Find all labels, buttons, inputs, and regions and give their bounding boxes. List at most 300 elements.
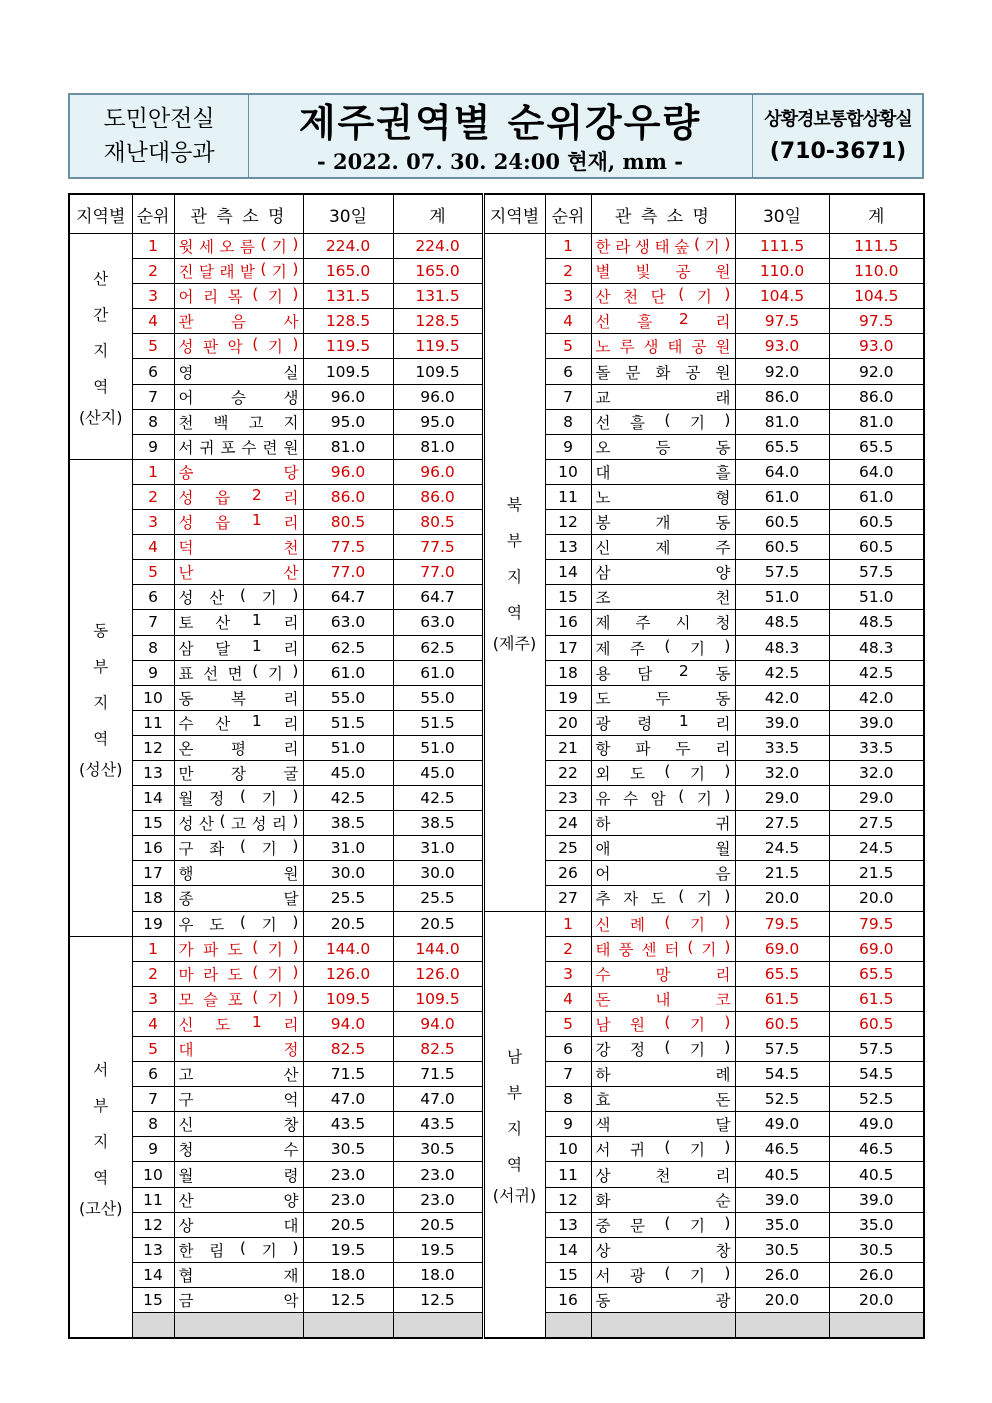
region-char: 부: [93, 1096, 109, 1115]
rank-cell: 3: [132, 986, 174, 1011]
rank-cell: 2: [545, 936, 591, 961]
station-name-cell: 수 산 1 리: [174, 710, 303, 735]
rank-cell: 4: [132, 1011, 174, 1036]
report-title: 제주권역별 순위강우량: [298, 101, 702, 145]
station-name-cell: 청 수: [174, 1137, 303, 1162]
station-name-cell: 만 장 굴: [174, 760, 303, 785]
rank-cell: 6: [545, 1037, 591, 1062]
rank-cell: 8: [132, 635, 174, 660]
rank-cell: 17: [132, 861, 174, 886]
rain-30day-cell: 77.0: [303, 560, 393, 585]
station-name-cell: 색 달: [591, 1112, 735, 1137]
rain-total-cell: 18.0: [393, 1262, 483, 1287]
rain-30day-cell: 64.7: [303, 585, 393, 610]
region-char: 북: [507, 496, 522, 515]
station-name-cell: 서 귀 포 수 련 원: [174, 434, 303, 459]
rank-cell: 14: [545, 1237, 591, 1262]
rain-30day-cell: 111.5: [735, 234, 829, 259]
rain-total-cell: 46.5: [829, 1137, 924, 1162]
rain-30day-cell: 65.5: [735, 961, 829, 986]
rain-30day-cell: 109.5: [303, 359, 393, 384]
rank-cell: 11: [545, 1162, 591, 1187]
station-name-cell: 상 천 리: [591, 1162, 735, 1187]
region-label: [483, 234, 545, 912]
rain-30day-cell: 109.5: [303, 986, 393, 1011]
rain-30day-cell: 80.5: [303, 510, 393, 535]
rain-total-cell: 12.5: [393, 1287, 483, 1312]
rain-30day-cell: 57.5: [735, 560, 829, 585]
station-name-cell: 태 풍 센 터 ( 기 ): [591, 936, 735, 961]
rain-30day-cell: 21.5: [735, 861, 829, 886]
rank-cell: 9: [545, 434, 591, 459]
rain-total-cell: 109.5: [393, 986, 483, 1011]
rank-cell: 26: [545, 861, 591, 886]
station-name-cell: 노 형: [591, 484, 735, 509]
rank-cell: 7: [132, 1087, 174, 1112]
station-name-cell: 토 산 1 리: [174, 610, 303, 635]
station-name-cell: 협 재: [174, 1262, 303, 1287]
rain-30day-cell: 49.0: [735, 1112, 829, 1137]
rank-cell: 25: [545, 836, 591, 861]
station-name-cell: 구 억: [174, 1087, 303, 1112]
rain-total-cell: 55.0: [393, 685, 483, 710]
rain-total-cell: 165.0: [393, 259, 483, 284]
rank-cell: 20: [545, 710, 591, 735]
rain-total-cell: 20.5: [393, 911, 483, 936]
rain-total-cell: 21.5: [829, 861, 924, 886]
rank-cell: 22: [545, 760, 591, 785]
table-row: [69, 234, 924, 259]
rain-total-cell: 126.0: [393, 961, 483, 986]
region-char: 동: [93, 621, 109, 640]
rain-30day-cell: 69.0: [735, 936, 829, 961]
department-name: 도민안전실: [103, 106, 215, 132]
rank-cell: 13: [132, 760, 174, 785]
rank-cell: 12: [545, 510, 591, 535]
rank-cell: 6: [132, 359, 174, 384]
rain-total-cell: 51.5: [393, 710, 483, 735]
rain-total-cell: 52.5: [829, 1087, 924, 1112]
region-char: 부: [507, 1084, 522, 1103]
station-name-cell: 용 담 2 동: [591, 660, 735, 685]
station-name-cell: 애 월: [591, 836, 735, 861]
station-name-cell: 마 라 도 ( 기 ): [174, 961, 303, 986]
rain-30day-cell: 55.0: [303, 685, 393, 710]
col-header-rank: 순위: [132, 194, 174, 234]
rain-total-cell: 39.0: [829, 710, 924, 735]
station-name-cell: 윗 세 오 름 ( 기 ): [174, 234, 303, 259]
rain-total-cell: 94.0: [393, 1011, 483, 1036]
region-sub: (서귀): [492, 1186, 537, 1206]
rank-cell: 3: [545, 961, 591, 986]
rain-total-cell: 71.5: [393, 1062, 483, 1087]
station-name-cell: 성 산 ( 기 ): [174, 585, 303, 610]
region-label: [69, 234, 132, 460]
rain-total-cell: 110.0: [829, 259, 924, 284]
rain-30day-cell: 97.5: [735, 309, 829, 334]
rain-total-cell: 43.5: [393, 1112, 483, 1137]
region-sub: (성산): [79, 759, 123, 779]
col-header-station: [174, 194, 303, 234]
rain-total-cell: 48.3: [829, 635, 924, 660]
rain-30day-cell: 64.0: [735, 459, 829, 484]
rank-cell: 3: [132, 284, 174, 309]
station-name-cell: 행 원: [174, 861, 303, 886]
region-char: 산: [93, 270, 109, 289]
rain-30day-cell: 65.5: [735, 434, 829, 459]
rain-30day-cell: 48.5: [735, 610, 829, 635]
col-header-30day: 30일: [303, 194, 393, 234]
rain-total-cell: 64.7: [393, 585, 483, 610]
station-name-cell: 성 산 ( 고 성 리 ): [174, 811, 303, 836]
rank-cell: 14: [132, 786, 174, 811]
rank-cell: 5: [545, 1011, 591, 1036]
rank-cell: 15: [132, 811, 174, 836]
rain-total-cell: 104.5: [829, 284, 924, 309]
rain-30day-cell: 86.0: [735, 384, 829, 409]
rain-total-cell: 82.5: [393, 1037, 483, 1062]
empty-cell: [591, 1313, 735, 1339]
rain-30day-cell: 27.5: [735, 811, 829, 836]
rank-cell: 14: [545, 560, 591, 585]
rank-cell: 6: [132, 585, 174, 610]
rain-30day-cell: 96.0: [303, 459, 393, 484]
rainfall-ranking-table: [68, 193, 925, 1339]
rain-total-cell: 42.0: [829, 685, 924, 710]
region-char: 서: [93, 1060, 109, 1079]
rank-cell: 7: [545, 1062, 591, 1087]
rain-30day-cell: 42.0: [735, 685, 829, 710]
station-name-cell: 송 당: [174, 459, 303, 484]
rain-30day-cell: 35.0: [735, 1212, 829, 1237]
station-name-cell: 항 파 두 리: [591, 735, 735, 760]
station-name-cell: 제 주 ( 기 ): [591, 635, 735, 660]
rain-30day-cell: 60.5: [735, 535, 829, 560]
rain-30day-cell: 144.0: [303, 936, 393, 961]
rain-total-cell: 23.0: [393, 1187, 483, 1212]
rank-cell: 8: [132, 409, 174, 434]
rain-total-cell: 81.0: [829, 409, 924, 434]
rain-30day-cell: 23.0: [303, 1187, 393, 1212]
rain-30day-cell: 20.5: [303, 1212, 393, 1237]
rain-30day-cell: 26.0: [735, 1262, 829, 1287]
station-name-cell: 한 림 ( 기 ): [174, 1237, 303, 1262]
region-char: 지: [93, 693, 109, 712]
station-name-cell: 신 도 1 리: [174, 1011, 303, 1036]
col-header-region: 지역별: [483, 194, 545, 234]
rain-30day-cell: 60.5: [735, 1011, 829, 1036]
col-header-total: 계: [393, 194, 483, 234]
station-name-cell: 어 리 목 ( 기 ): [174, 284, 303, 309]
rank-cell: 24: [545, 811, 591, 836]
rain-total-cell: 45.0: [393, 760, 483, 785]
rank-cell: 1: [132, 459, 174, 484]
rain-30day-cell: 23.0: [303, 1162, 393, 1187]
rank-cell: 18: [132, 886, 174, 911]
rain-total-cell: 40.5: [829, 1162, 924, 1187]
rain-30day-cell: 42.5: [303, 786, 393, 811]
rank-cell: 1: [132, 936, 174, 961]
rain-30day-cell: 20.0: [735, 886, 829, 911]
rain-30day-cell: 20.5: [303, 911, 393, 936]
rain-30day-cell: 38.5: [303, 811, 393, 836]
station-name-cell: 월 정 ( 기 ): [174, 786, 303, 811]
region-char: 지: [507, 568, 522, 587]
station-name-cell: 성 읍 2 리: [174, 484, 303, 509]
rain-30day-cell: 20.0: [735, 1287, 829, 1312]
region-char: 부: [507, 532, 522, 551]
rain-30day-cell: 94.0: [303, 1011, 393, 1036]
report-header: [68, 93, 924, 179]
rank-cell: 9: [132, 1137, 174, 1162]
rain-total-cell: 31.0: [393, 836, 483, 861]
rain-total-cell: 128.5: [393, 309, 483, 334]
station-name-cell: 대 정: [174, 1037, 303, 1062]
rain-30day-cell: 119.5: [303, 334, 393, 359]
contact-block: [752, 95, 924, 177]
rain-30day-cell: 54.5: [735, 1062, 829, 1087]
rain-total-cell: 20.5: [393, 1212, 483, 1237]
rain-total-cell: 61.0: [393, 660, 483, 685]
rank-cell: 5: [545, 334, 591, 359]
station-name-cell: 한 라 생 태 숲 ( 기 ): [591, 234, 735, 259]
rain-30day-cell: 62.5: [303, 635, 393, 660]
rain-total-cell: 60.5: [829, 510, 924, 535]
rain-30day-cell: 51.0: [303, 735, 393, 760]
rain-30day-cell: 224.0: [303, 234, 393, 259]
rain-total-cell: 38.5: [393, 811, 483, 836]
rank-cell: 6: [132, 1062, 174, 1087]
station-name-cell: 우 도 ( 기 ): [174, 911, 303, 936]
station-name-cell: 모 슬 포 ( 기 ): [174, 986, 303, 1011]
rain-30day-cell: 126.0: [303, 961, 393, 986]
rain-30day-cell: 51.5: [303, 710, 393, 735]
station-name-cell: 산 천 단 ( 기 ): [591, 284, 735, 309]
col-header-station-label: 관 측 소 명: [190, 206, 287, 227]
rank-cell: 23: [545, 786, 591, 811]
rain-total-cell: 61.5: [829, 986, 924, 1011]
rank-cell: 13: [545, 535, 591, 560]
rain-total-cell: 57.5: [829, 1037, 924, 1062]
region-char: 역: [507, 1156, 522, 1175]
station-name-cell: 영 실: [174, 359, 303, 384]
rain-30day-cell: 95.0: [303, 409, 393, 434]
station-name-cell: 삼 달 1 리: [174, 635, 303, 660]
rank-cell: 5: [132, 1037, 174, 1062]
rank-cell: 3: [545, 284, 591, 309]
rain-total-cell: 92.0: [829, 359, 924, 384]
rain-total-cell: 26.0: [829, 1262, 924, 1287]
rank-cell: 8: [545, 1087, 591, 1112]
region-char: 역: [507, 604, 522, 623]
station-name-cell: 봉 개 동: [591, 510, 735, 535]
rain-30day-cell: 61.0: [303, 660, 393, 685]
rank-cell: 15: [132, 1287, 174, 1312]
station-name-cell: 오 등 동: [591, 434, 735, 459]
rain-30day-cell: 104.5: [735, 284, 829, 309]
rain-total-cell: 24.5: [829, 836, 924, 861]
rank-cell: 17: [545, 635, 591, 660]
rain-30day-cell: 93.0: [735, 334, 829, 359]
col-header-station: [591, 194, 735, 234]
station-name-cell: 온 평 리: [174, 735, 303, 760]
rain-total-cell: 111.5: [829, 234, 924, 259]
station-name-cell: 남 원 ( 기 ): [591, 1011, 735, 1036]
col-header-30day: 30일: [735, 194, 829, 234]
rain-30day-cell: 39.0: [735, 1187, 829, 1212]
rain-total-cell: 29.0: [829, 786, 924, 811]
rank-cell: 10: [132, 685, 174, 710]
rain-total-cell: 32.0: [829, 760, 924, 785]
station-name-cell: 동 복 리: [174, 685, 303, 710]
rain-total-cell: 224.0: [393, 234, 483, 259]
station-name-cell: 상 대: [174, 1212, 303, 1237]
station-name-cell: 천 백 고 지: [174, 409, 303, 434]
rain-total-cell: 27.5: [829, 811, 924, 836]
station-name-cell: 상 창: [591, 1237, 735, 1262]
col-header-region: 지역별: [69, 194, 132, 234]
rank-cell: 9: [132, 660, 174, 685]
station-name-cell: 광 령 1 리: [591, 710, 735, 735]
rank-cell: 2: [132, 259, 174, 284]
rain-total-cell: 144.0: [393, 936, 483, 961]
table-header-row: [69, 194, 924, 234]
rain-total-cell: 65.5: [829, 961, 924, 986]
rain-30day-cell: 47.0: [303, 1087, 393, 1112]
rank-cell: 19: [132, 911, 174, 936]
rain-total-cell: 25.5: [393, 886, 483, 911]
station-name-cell: 중 문 ( 기 ): [591, 1212, 735, 1237]
rank-cell: 15: [545, 585, 591, 610]
empty-cell: [545, 1313, 591, 1339]
rank-cell: 8: [545, 409, 591, 434]
rank-cell: 6: [545, 359, 591, 384]
rain-total-cell: 60.5: [829, 1011, 924, 1036]
rank-cell: 27: [545, 886, 591, 911]
station-name-cell: 노 루 생 태 공 원: [591, 334, 735, 359]
station-name-cell: 강 정 ( 기 ): [591, 1037, 735, 1062]
rank-cell: 19: [545, 685, 591, 710]
rain-total-cell: 60.5: [829, 535, 924, 560]
col-header-rank: 순위: [545, 194, 591, 234]
rain-30day-cell: 165.0: [303, 259, 393, 284]
region-char: 역: [93, 1168, 109, 1187]
rain-30day-cell: 96.0: [303, 384, 393, 409]
rank-cell: 10: [132, 1162, 174, 1187]
region-char: 역: [93, 729, 109, 748]
station-name-cell: 교 래: [591, 384, 735, 409]
rain-total-cell: 96.0: [393, 459, 483, 484]
rain-total-cell: 49.0: [829, 1112, 924, 1137]
region-label: [69, 459, 132, 936]
rank-cell: 4: [132, 309, 174, 334]
rain-total-cell: 42.5: [393, 786, 483, 811]
rain-total-cell: 65.5: [829, 434, 924, 459]
rank-cell: 2: [132, 484, 174, 509]
station-name-cell: 조 천: [591, 585, 735, 610]
rank-cell: 12: [132, 1212, 174, 1237]
rain-total-cell: 80.5: [393, 510, 483, 535]
rank-cell: 1: [545, 234, 591, 259]
col-header-station-label: 관 측 소 명: [615, 206, 711, 227]
empty-cell: [829, 1313, 924, 1339]
rank-cell: 5: [132, 560, 174, 585]
rain-total-cell: 69.0: [829, 936, 924, 961]
rank-cell: 4: [545, 986, 591, 1011]
station-name-cell: 하 례: [591, 1062, 735, 1087]
rank-cell: 15: [545, 1262, 591, 1287]
rank-cell: 16: [545, 610, 591, 635]
rain-30day-cell: 51.0: [735, 585, 829, 610]
rain-30day-cell: 60.5: [735, 510, 829, 535]
station-name-cell: 신 창: [174, 1112, 303, 1137]
station-name-cell: 산 양: [174, 1187, 303, 1212]
rain-30day-cell: 81.0: [303, 434, 393, 459]
rank-cell: 7: [132, 384, 174, 409]
region-sub: (산지): [79, 408, 123, 428]
region-char: 지: [93, 342, 109, 361]
rank-cell: 16: [545, 1287, 591, 1312]
rain-total-cell: 30.5: [393, 1137, 483, 1162]
region-sub: (고산): [79, 1198, 123, 1218]
rain-30day-cell: 57.5: [735, 1037, 829, 1062]
region-char: 남: [507, 1048, 522, 1067]
empty-cell: [303, 1313, 393, 1339]
station-name-cell: 금 악: [174, 1287, 303, 1312]
station-name-cell: 관 음 사: [174, 309, 303, 334]
rain-total-cell: 79.5: [829, 911, 924, 936]
region-char: 간: [93, 306, 109, 325]
rain-30day-cell: 30.5: [735, 1237, 829, 1262]
rank-cell: 7: [132, 610, 174, 635]
rain-total-cell: 51.0: [829, 585, 924, 610]
rain-total-cell: 48.5: [829, 610, 924, 635]
rain-30day-cell: 31.0: [303, 836, 393, 861]
rain-30day-cell: 77.5: [303, 535, 393, 560]
rain-total-cell: 57.5: [829, 560, 924, 585]
rank-cell: 21: [545, 735, 591, 760]
station-name-cell: 성 읍 1 리: [174, 510, 303, 535]
rain-30day-cell: 30.5: [303, 1137, 393, 1162]
station-name-cell: 신 례 ( 기 ): [591, 911, 735, 936]
empty-cell: [174, 1313, 303, 1339]
station-name-cell: 서 귀 ( 기 ): [591, 1137, 735, 1162]
office-phone: (710-3671): [769, 139, 907, 164]
rain-30day-cell: 19.5: [303, 1237, 393, 1262]
empty-cell: [132, 1313, 174, 1339]
rain-30day-cell: 128.5: [303, 309, 393, 334]
station-name-cell: 동 광: [591, 1287, 735, 1312]
empty-cell: [735, 1313, 829, 1339]
station-name-cell: 난 산: [174, 560, 303, 585]
rain-total-cell: 119.5: [393, 334, 483, 359]
rain-30day-cell: 12.5: [303, 1287, 393, 1312]
station-name-cell: 선 흘 2 리: [591, 309, 735, 334]
region-label: [69, 936, 132, 1338]
rain-30day-cell: 33.5: [735, 735, 829, 760]
rain-total-cell: 62.5: [393, 635, 483, 660]
station-name-cell: 덕 천: [174, 535, 303, 560]
station-name-cell: 별 빛 공 원: [591, 259, 735, 284]
rain-30day-cell: 30.0: [303, 861, 393, 886]
rank-cell: 11: [132, 710, 174, 735]
station-name-cell: 고 산: [174, 1062, 303, 1087]
rank-cell: 16: [132, 836, 174, 861]
region-char: 지: [507, 1120, 522, 1139]
station-name-cell: 구 좌 ( 기 ): [174, 836, 303, 861]
station-name-cell: 가 파 도 ( 기 ): [174, 936, 303, 961]
rain-30day-cell: 48.3: [735, 635, 829, 660]
